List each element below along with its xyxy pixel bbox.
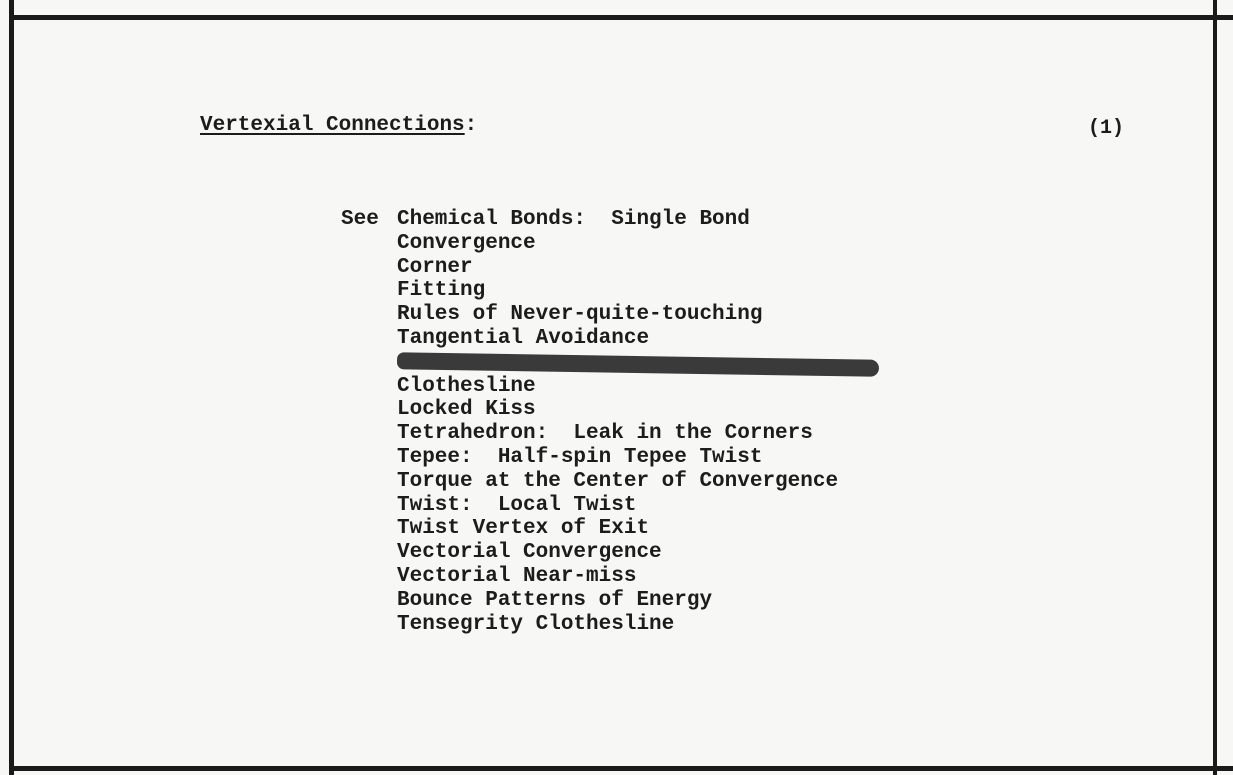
card-right-rule xyxy=(1213,0,1217,775)
see-label: See xyxy=(341,208,379,231)
list-item: Tensegrity Clothesline xyxy=(397,612,675,636)
list-item: Fitting xyxy=(397,279,486,303)
list-item: Rules of Never-quite-touching xyxy=(397,303,763,327)
list-item: Corner xyxy=(397,255,473,279)
heading-text: Vertexial Connections xyxy=(200,114,465,137)
card-heading xyxy=(200,114,477,137)
card-top-rule xyxy=(14,15,1233,20)
list-item: Locked Kiss xyxy=(397,398,536,422)
redaction-strike xyxy=(397,352,879,377)
heading-colon: : xyxy=(464,114,478,137)
page-number: (1) xyxy=(1088,117,1125,140)
redacted-entry xyxy=(397,351,838,375)
list-item: Chemical Bonds: Single Bond xyxy=(397,208,750,231)
list-item: Clothesline xyxy=(397,374,536,398)
list-item: Torque at the Center of Convergence xyxy=(397,469,839,493)
list-item: Tangential Avoidance xyxy=(397,326,650,350)
cross-reference-list xyxy=(397,208,838,636)
list-item: Tepee: Half-spin Tepee Twist xyxy=(397,445,763,469)
card-bottom-rule xyxy=(9,766,1233,771)
list-item: Twist: Local Twist xyxy=(397,493,637,517)
list-item: Twist Vertex of Exit xyxy=(397,517,650,541)
card-left-rule xyxy=(9,0,14,775)
list-item: Bounce Patterns of Energy xyxy=(397,588,713,612)
list-item: Vectorial Near-miss xyxy=(397,564,637,588)
list-item: Convergence xyxy=(397,231,536,255)
list-item: Tetrahedron: Leak in the Corners xyxy=(397,422,813,446)
list-item: Vectorial Convergence xyxy=(397,541,662,565)
